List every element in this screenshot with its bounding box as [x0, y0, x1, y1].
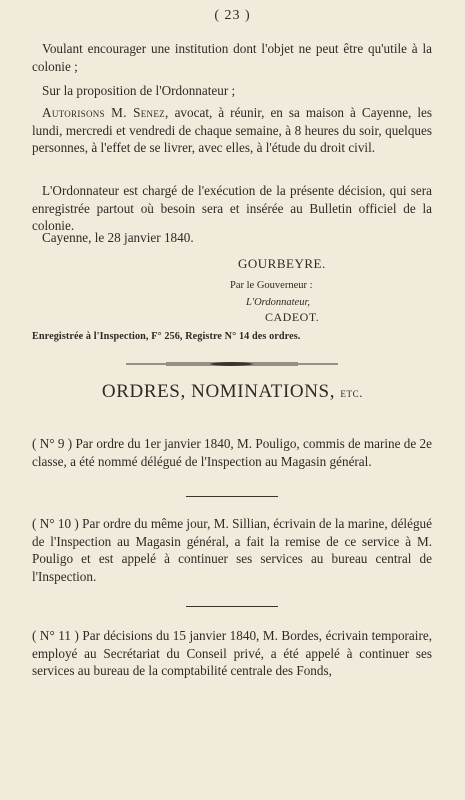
ornamental-divider [126, 360, 338, 368]
signature-ordonnateur: CADEOT. [265, 310, 320, 324]
autorisons-text: avocat, à réunir, en sa maison à Cayenne, les lundi, mercredi et vendredi de chaque semaine, à 8 heures du soir, quelques personnes, à l'effet de se livrer, avec elles, à l'étude du droit civil. [32, 105, 433, 155]
section-title [0, 381, 465, 403]
order-text: Par ordre du même jour, M. Sillian, écrivain de la marine, délégué de l'Inspection au Magasin général, a fait la remise de ce service à M. Pouligo et est appelé à continuer ses services au bureau central de l'Inspection. [32, 516, 432, 584]
order-text: Par décisions du 15 janvier 1840, M. Bordes, écrivain temporaire, employé au Secrétariat du Conseil privé, a été appelé à continuer ses services au bureau de la comptabilité centrale des Fonds, [32, 628, 432, 678]
order-number: ( N° 9 ) [32, 436, 73, 451]
signature-governor: GOURBEYRE. [238, 256, 326, 271]
order-text: Par ordre du 1er janvier 1840, M. Pouligo, commis de marine de 2e classe, a été nommé délégué de l'Inspection au Magasin général. [32, 436, 432, 469]
divider [186, 496, 278, 497]
order-number: ( N° 10 ) [32, 516, 79, 531]
decree-date: Cayenne, le 28 janvier 1840. [42, 230, 194, 245]
divider [186, 606, 278, 607]
paragraph-proposition: Sur la proposition de l'Ordonnateur ; [42, 83, 236, 98]
ordonnateur-title: L'Ordonnateur, [246, 297, 310, 308]
order-item [32, 627, 432, 680]
paragraph-considerant: Voulant encourager une institution dont l'objet ne peut être qu'utile à la colonie ; [32, 41, 432, 74]
section-title-main: ORDRES, NOMINATIONS, [101, 381, 336, 402]
order-item [32, 435, 432, 470]
page-number: ( 23 ) [214, 8, 251, 23]
par-le-gouverneur: Par le Gouverneur : [230, 280, 313, 291]
paragraph-autorisons [32, 104, 432, 157]
autorisons-lead: Autorisons M. Senez, [42, 105, 169, 120]
registration-note: Enregistrée à l'Inspection, F° 256, Registre N° 14 des ordres. [32, 331, 301, 342]
order-item [32, 515, 432, 585]
paragraph-execution: L'Ordonnateur est chargé de l'exécution de la présente décision, qui sera enregistrée partout où besoin sera et insérée au Bulletin officiel de la colonie. [32, 183, 432, 233]
section-title-etc: etc. [340, 385, 364, 400]
order-number: ( N° 11 ) [32, 628, 79, 643]
